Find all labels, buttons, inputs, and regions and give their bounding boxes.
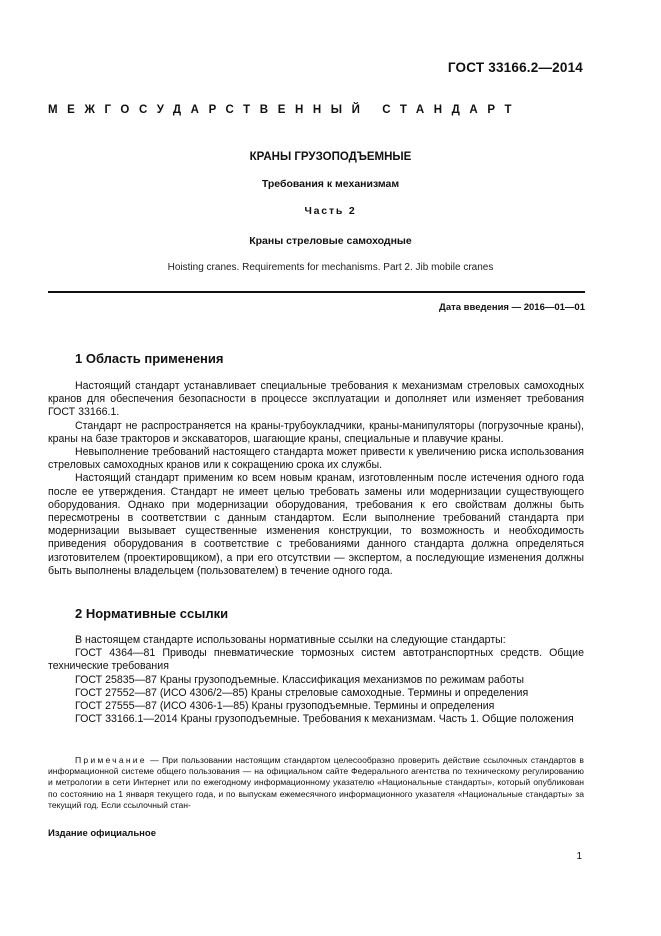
note-label: Примечание [75, 755, 147, 765]
reference-item: ГОСТ 27555—87 (ИСО 4306-1—85) Краны грузоподъемные. Термины и определения [75, 700, 495, 713]
section-1-heading: 1 Область применения [75, 351, 224, 366]
paragraph: Стандарт не распространяется на краны-трубоукладчики, краны-манипуляторы (погрузочные краны), краны на базе тракторов и экскаваторов, шагающие краны, специальные и плавучие краны. [48, 419, 584, 445]
introduction-date: Дата введения — 2016—01—01 [439, 302, 585, 313]
english-title: Hoisting cranes. Requirements for mechanisms. Part 2. Jib mobile cranes [167, 262, 494, 273]
paragraph: В настоящем стандарте использованы нормативные ссылки на следующие стандарты: [75, 634, 506, 646]
document-title: КРАНЫ ГРУЗОПОДЪЕМНЫЕ [249, 151, 412, 163]
reference-item: ГОСТ 25835—87 Краны грузоподъемные. Классификация механизмов по режимам работы [75, 673, 524, 686]
paragraph: Невыполнение требований настоящего стандарта может привести к увеличению риска использования стреловых самоходных кранов или к сокращению срока их службы. [48, 446, 584, 472]
standard-category: МЕЖГОСУДАРСТВЕННЫЙ СТАНДАРТ [48, 104, 522, 116]
section-1-body [48, 380, 584, 578]
reference-item: ГОСТ 27552—87 (ИСО 4306/2—85) Краны стреловые самоходные. Термины и определения [75, 686, 529, 699]
section-2-heading: 2 Нормативные ссылки [75, 606, 229, 621]
document-subtitle: Требования к механизмам [261, 178, 400, 190]
title-divider [48, 291, 585, 293]
edition-label: Издание официальное [48, 828, 156, 839]
note-text: — При пользовании настоящим стандартом целесообразно проверить действие ссылочных стандартов в информационной системе общего пользования — на официальном сайте Федерального агентства по техническому регулированию и метрологии в сети Интернет или по ежегодному информационному указателю «Национальные стандарты», который опубликован по состоянию на 1 января текущего года, и по выпускам ежемесячного информационного указателя «Национальные стандарты» за текущий год. Если ссылочный стан- [48, 755, 585, 810]
part-title: Краны стреловые самоходные [249, 235, 412, 247]
paragraph: Настоящий стандарт устанавливает специальные требования к механизмам стреловых самоходных кранов для обеспечения безопасности в процессе эксплуатации и дополняет или изменяет требования ГОСТ 33166.1. [48, 380, 584, 419]
paragraph: Настоящий стандарт применим ко всем новым кранам, изготовленным после истечения одного года после ее утверждения. Стандарт не имеет целью требовать замены или модернизации существующего оборудования. Однако при модернизации оборудования, требования к его свойствам должны быть пересмотрены в соответствии с данным стандартом. Если выполнение требований стандарта при модернизации вызывает существенные изменения конструкции, то возможность и необходимость приведения оборудования в соответствие с требованиями данного стандарта должна определяться изготовителем (проектировщиком), а при его отсутствии — экспертом, а последующие изменения должны быть выполнены владельцем (пользователем) в течение одного года. [48, 472, 584, 577]
reference-item: ГОСТ 4364—81 Приводы пневматические тормозных систем автотранспортных средств. Общие технические требования [48, 647, 584, 673]
standard-number: ГОСТ 33166.2—2014 [447, 60, 583, 75]
page-number: 1 [576, 851, 582, 862]
part-label: Часть 2 [304, 205, 357, 217]
note [48, 755, 584, 811]
section-2-body [48, 634, 584, 726]
reference-item: ГОСТ 33166.1—2014 Краны грузоподъемные. Требования к механизмам. Часть 1. Общие положения [75, 713, 574, 726]
